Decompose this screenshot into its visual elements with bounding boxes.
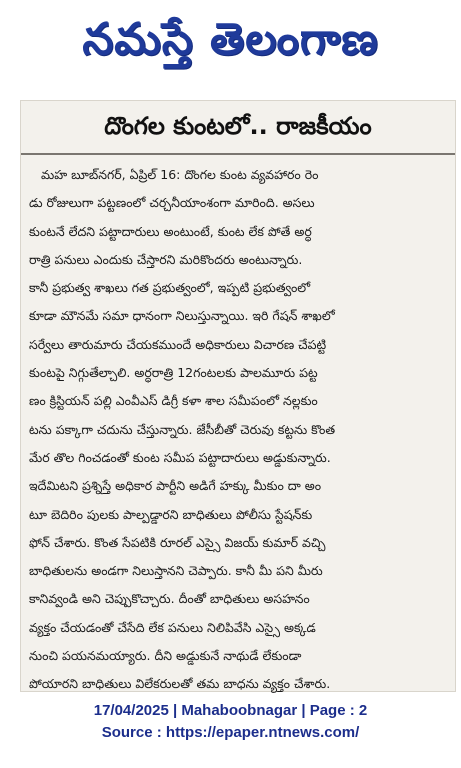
article-line: కానివ్వండి అని చెప్పుకొచ్చారు. దీంతో బాధితులు అసహనం — [29, 591, 310, 607]
footer — [0, 700, 461, 744]
article-line: డు రోజులుగా పట్టణంలో చర్చనీయాంశంగా మారింది. అసలు — [29, 195, 315, 211]
article-line: టూ బెదిరిం పులకు పాల్పడ్డారని బాధితులు పోలీసు స్టేషన్‌కు — [29, 506, 313, 522]
article-line: సర్వేలు తారుమారు చేయకముందే అధికారులు విచారణ చేపట్టి — [29, 336, 327, 352]
masthead-title: నమస్తే తెలంగాణ — [82, 14, 379, 65]
edition-info: 17/04/2025 | Mahaboobnagar | Page : 2 — [93, 702, 368, 719]
article-line: టను పక్కాగా చదును చేస్తున్నారు. జేసీబీతో చెరువు కట్టను కొంత — [29, 421, 336, 437]
article-line: బాధితులను అండగా నిలుస్తానని చెప్పారు. కానీ మీ పని మీరు — [29, 563, 323, 579]
source-info: Source : https://epaper.ntnews.com/ — [101, 724, 360, 741]
news-clipping — [20, 100, 456, 692]
masthead — [0, 0, 461, 90]
article-line: ణం క్రిస్టియన్ పల్లి ఎంవీఎస్ డిగ్రీ కళా శాల సమీపంలో నల్లకుం — [29, 393, 318, 409]
article-line: వ్యక్తం చేయడంతో చేసేది లేక పనులు నిలిపివేసి ఎస్సై అక్కడ — [29, 619, 316, 635]
article-line: కుంటనే లేదని పట్టాదారులు అంటుంటే, కుంట లేక పోతే అర్ధ — [29, 223, 312, 239]
article-line: కుంటపై నిగ్గుతేల్చాలి. అర్ధరాత్రి 12గంటలకు పాలమూరు పట్ట — [29, 365, 318, 381]
article-headline: దొంగల కుంటలో.. రాజకీయం — [104, 112, 372, 140]
article-line: ఇదేమిటని ప్రశ్నిస్తే అధికార పార్టీని అడిగే హక్కు మీకుం దా అం — [29, 478, 322, 494]
article-line: రాత్రి పనులు ఎందుకు చేస్తారని మరికొందరు అంటున్నారు. — [29, 251, 303, 267]
article-line: నుంచి పయనమయ్యారు. దీని అడ్డుకునే నాథుడే లేకుండా — [29, 648, 302, 664]
article-line: కూడా మౌనమే సమా ధానంగా నిలుస్తున్నాయి. ఇరి గేషన్ శాఖలో — [29, 308, 335, 324]
article-line: ఫోన్ చేశారు. కొంత సేపటికి రూరల్ ఎస్సై విజయ్ కుమార్ వచ్చి — [29, 534, 326, 550]
article-line: పోయారని బాధితులు విలేకరులతో తమ బాధను వ్యక్తం చేశారు. — [29, 676, 331, 692]
article-line: మహ బూబ్‌నగర్, ఏప్రిల్ 16: దొంగల కుంట వ్యవహారం రెం — [41, 167, 319, 182]
article-line: మేర తొల గించడంతో కుంట సమీప పట్టాదారులు అడ్డుకున్నారు. — [29, 449, 331, 465]
article-body — [29, 161, 447, 699]
article-line: కానీ ప్రభుత్వ శాఖలు గత ప్రభుత్వంలో, ఇప్పటి ప్రభుత్వంలో — [29, 280, 311, 296]
headline-bar — [21, 105, 455, 155]
